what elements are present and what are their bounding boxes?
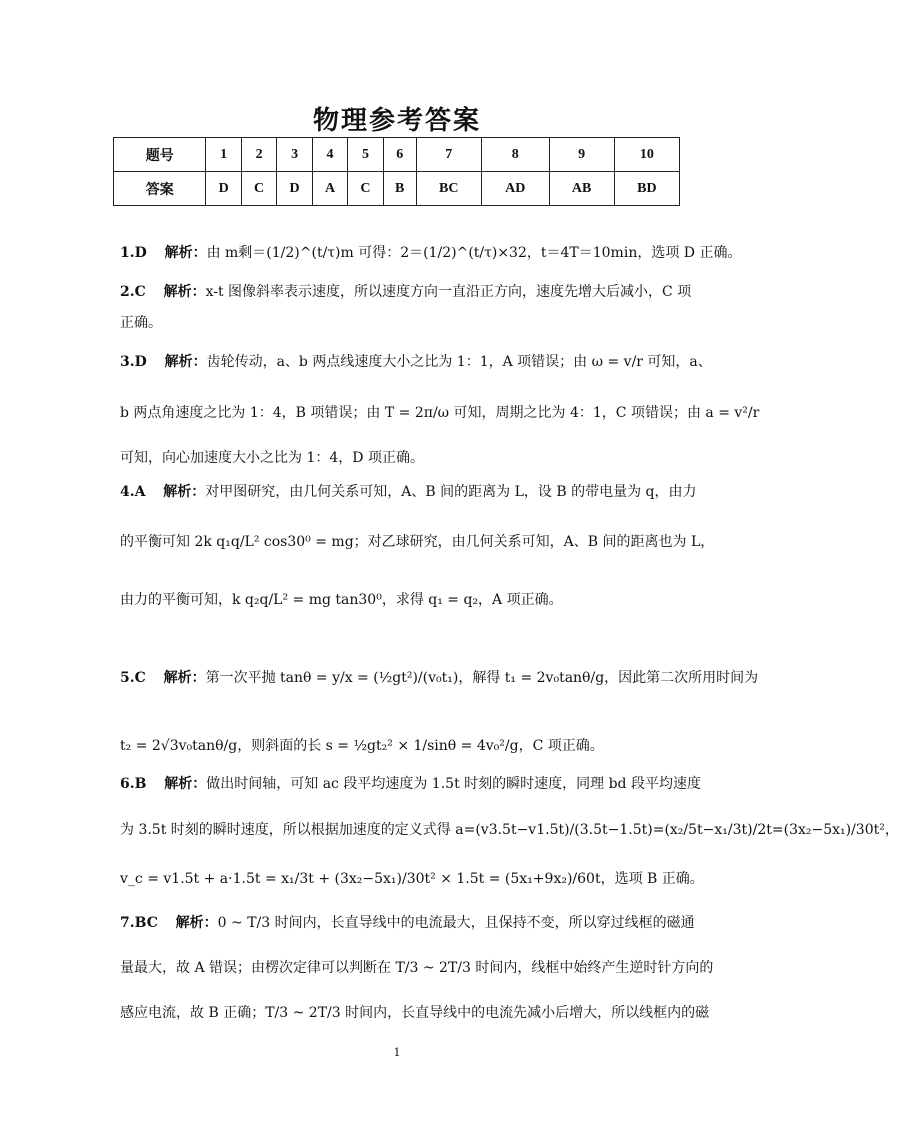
answer-2-line-2: 正确。 xyxy=(120,315,162,331)
answer-number: 5.C xyxy=(120,670,146,686)
table-cell: 3 xyxy=(277,138,312,172)
table-cell: 2 xyxy=(241,138,276,172)
answer-text: 0 ~ T/3 时间内，长直导线中的电流最大，且保持不变，所以穿过线框的磁通 xyxy=(217,915,695,931)
answer-label: 解析： xyxy=(175,915,218,931)
page-title: 物理参考答案 xyxy=(312,106,481,136)
answer-6-line-3: v_c = v1.5t + a·1.5t = x₁/3t + (3x₂−5x₁)/30t² × 1.5t = (5x₁+9x₂)/60t，选项 B 正确。 xyxy=(120,871,704,887)
answer-table xyxy=(113,137,680,206)
table-cell: BD xyxy=(614,172,679,206)
answer-2-line-1 xyxy=(120,282,692,302)
table-cell: 6 xyxy=(383,138,416,172)
table-cell: 5 xyxy=(348,138,383,172)
table-cell: 题号 xyxy=(114,138,206,172)
table-cell: BC xyxy=(416,172,481,206)
answer-text: 齿轮传动，a、b 两点线速度大小之比为 1：1，A 项错误；由 ω = v/r 可知，a、 xyxy=(206,354,712,370)
table-cell: 4 xyxy=(312,138,347,172)
answer-text: 做出时间轴，可知 ac 段平均速度为 1.5t 时刻的瞬时速度，同理 bd 段平均速度 xyxy=(206,776,701,792)
answer-3-line-1 xyxy=(120,352,712,372)
answer-number: 6.B xyxy=(120,776,147,792)
table-cell: AB xyxy=(549,172,614,206)
table-row xyxy=(114,172,680,206)
answer-5-line-1 xyxy=(120,668,759,688)
answer-7-line-3: 感应电流，故 B 正确；T/3 ~ 2T/3 时间内，长直导线中的电流先减小后增大，所以线框内的磁 xyxy=(120,1005,710,1021)
page-number: 1 xyxy=(393,1046,401,1059)
table-cell: 答案 xyxy=(114,172,206,206)
answer-label: 解析： xyxy=(163,670,206,686)
answer-label: 解析： xyxy=(164,245,207,261)
table-cell: D xyxy=(206,172,241,206)
table-cell: A xyxy=(312,172,347,206)
answer-3-line-3: 可知，向心加速度大小之比为 1：4，D 项正确。 xyxy=(120,450,424,466)
answer-5-line-2: t₂ = 2√3v₀tanθ/g，则斜面的长 s = ½gt₂² × 1/sinθ = 4v₀²/g，C 项正确。 xyxy=(120,738,604,754)
answer-text: 对甲图研究，由几何关系可知，A、B 间的距离为 L，设 B 的带电量为 q，由力 xyxy=(205,484,697,500)
answer-3-line-2: b 两点角速度之比为 1：4，B 项错误；由 T = 2π/ω 可知，周期之比为 4：1，C 项错误；由 a = v²/r xyxy=(120,405,760,421)
answer-7-line-2: 量最大，故 A 错误；由楞次定律可以判断在 T/3 ~ 2T/3 时间内，线框中始终产生逆时针方向的 xyxy=(120,960,714,976)
answer-number: 4.A xyxy=(120,484,146,500)
answer-4-line-3: 由力的平衡可知，k q₂q/L² = mg tan30⁰，求得 q₁ = q₂，A 项正确。 xyxy=(120,592,563,608)
table-cell: C xyxy=(241,172,276,206)
answer-label: 解析： xyxy=(163,484,206,500)
answer-number: 3.D xyxy=(120,354,147,370)
answer-number: 7.BC xyxy=(120,915,158,931)
table-cell: 7 xyxy=(416,138,481,172)
answer-text: 第一次平抛 tanθ = y/x = (½gt²)/(v₀t₁)，解得 t₁ = 2v₀tanθ/g，因此第二次所用时间为 xyxy=(205,670,759,686)
answer-label: 解析： xyxy=(164,776,207,792)
answer-number: 2.C xyxy=(120,284,146,300)
answer-label: 解析： xyxy=(163,284,206,300)
table-cell: C xyxy=(348,172,383,206)
table-cell: 8 xyxy=(481,138,549,172)
answer-6-line-1 xyxy=(120,774,701,794)
answer-label: 解析： xyxy=(164,354,207,370)
table-row xyxy=(114,138,680,172)
answer-text: 由 m剩＝(1/2)^(t/τ)m 可得：2＝(1/2)^(t/τ)×32，t＝4T＝10min，选项 D 正确。 xyxy=(206,245,742,261)
table-cell: D xyxy=(277,172,312,206)
answer-number: 1.D xyxy=(120,245,147,261)
answer-text: x-t 图像斜率表示速度，所以速度方向一直沿正方向，速度先增大后减小，C 项 xyxy=(205,284,692,300)
answer-6-line-2: 为 3.5t 时刻的瞬时速度，所以根据加速度的定义式得 a=(v3.5t−v1.5t)/(3.5t−1.5t)=(x₂/5t−x₁/3t)/2t=(3x₂−5x₁)/30t²， xyxy=(120,822,899,838)
answer-4-line-1 xyxy=(120,482,697,502)
table-cell: 9 xyxy=(549,138,614,172)
answer-4-line-2: 的平衡可知 2k q₁q/L² cos30⁰ = mg；对乙球研究，由几何关系可知，A、B 间的距离也为 L， xyxy=(120,534,715,550)
table-cell: 10 xyxy=(614,138,679,172)
answer-1-line xyxy=(120,243,742,263)
answer-7-line-1 xyxy=(120,913,695,933)
table-cell: B xyxy=(383,172,416,206)
table-cell: AD xyxy=(481,172,549,206)
table-cell: 1 xyxy=(206,138,241,172)
